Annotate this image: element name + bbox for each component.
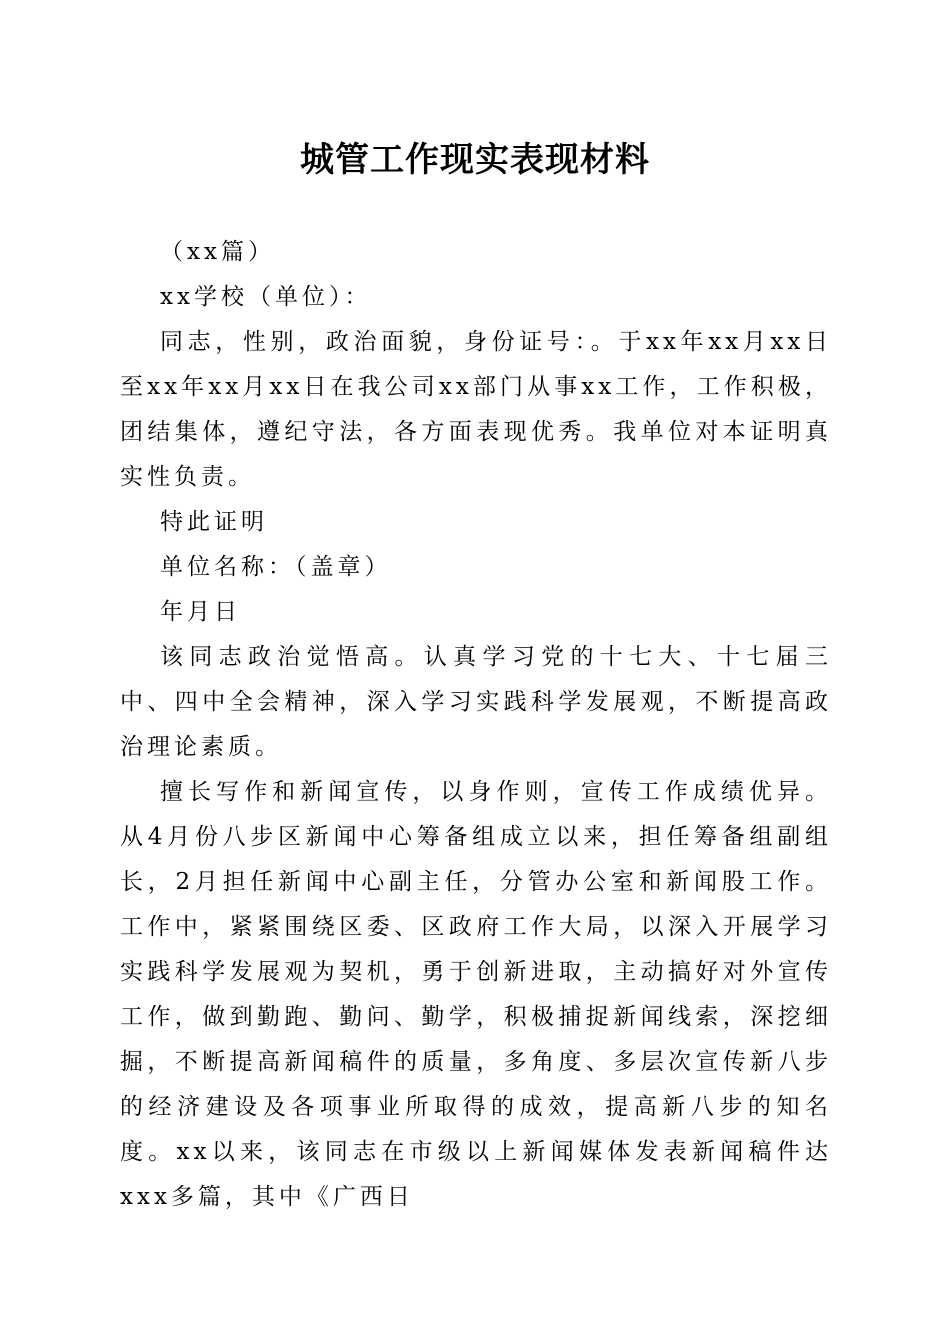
document-title: 城管工作现实表现材料: [300, 140, 650, 180]
paragraph-unit-name: 单位名称：（盖章）: [160, 554, 392, 580]
paragraph-recipient: xx学校（单位）：: [160, 284, 372, 310]
paragraph-certificate-body: 同志，性别，政治面貌，身份证号：。于xx年xx月xx日至xx年xx月xx日在我公司xx部门从事xx工作，工作积极，团结集体，遵纪守法，各方面表现优秀。我单位对本证明真实性负责。: [120, 329, 832, 490]
document-body: [120, 230, 832, 1220]
paragraph-section-number: （xx篇）: [160, 239, 275, 265]
paragraph-certify: 特此证明: [160, 509, 268, 535]
paragraph-political-awareness: 该同志政治觉悟高。认真学习党的十七大、十七届三中、四中全会精神，深入学习实践科学发展观，不断提高政治理论素质。: [120, 644, 832, 760]
paragraph-news-work: 擅长写作和新闻宣传，以身作则，宣传工作成绩优异。从4月份八步区新闻中心筹备组成立以来，担任筹备组副组长，2月担任新闻中心副主任，分管办公室和新闻股工作。工作中，紧紧围绕区委、区政府工作大局，以深入开展学习实践科学发展观为契机，勇于创新进取，主动搞好对外宣传工作，做到勤跑、勤问、勤学，积极捕捉新闻线索，深挖细掘，不断提高新闻稿件的质量，多角度、多层次宣传新八步的经济建设及各项事业所取得的成效，提高新八步的知名度。xx以来，该同志在市级以上新闻媒体发表新闻稿件达xxx多篇，其中《广西日: [120, 779, 832, 1210]
paragraph-date: 年月日: [160, 599, 241, 625]
